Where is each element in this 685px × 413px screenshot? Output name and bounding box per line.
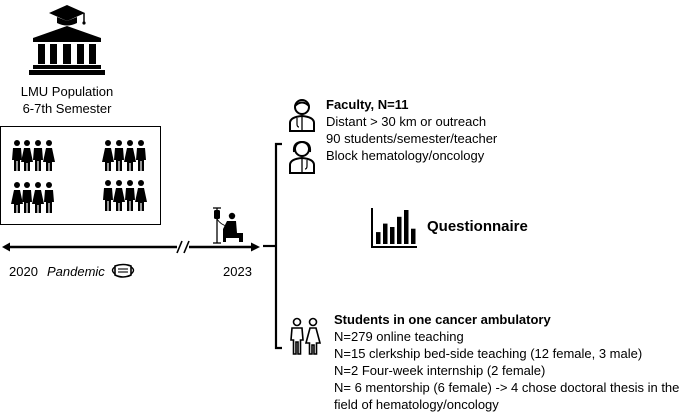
pandemic-label: Pandemic (47, 264, 105, 279)
bar-chart-icon-bar (390, 227, 395, 244)
faculty-heading: Faculty, N=11 (326, 97, 409, 112)
students-line: N=2 Four-week internship (2 female) (334, 363, 546, 378)
faculty-line: Block hematology/oncology (326, 148, 485, 163)
face-mask-icon (110, 262, 136, 280)
people-group-icon (0, 126, 161, 225)
faculty-line: Distant > 30 km or outreach (326, 114, 487, 129)
bar-chart-icon-bar (404, 210, 409, 244)
students-line: N=15 clerkship bed-side teaching (12 female, 3 male) (334, 346, 643, 361)
bar-chart-icon-bar (411, 229, 416, 244)
population-semester: 6-7th Semester (22, 101, 112, 116)
students-line: field of hematology/oncology (334, 397, 499, 412)
students-line: N= 6 mentorship (6 female) -> 4 chose doctoral thesis in the (334, 380, 680, 395)
bar-chart-icon-bar (397, 217, 402, 244)
students-heading: Students in one cancer ambulatory (334, 312, 551, 327)
questionnaire-label: Questionnaire (427, 218, 528, 235)
year-2020: 2020 (9, 264, 38, 279)
bar-chart-icon-bar (383, 224, 388, 244)
couple-icon (289, 318, 321, 356)
year-2023: 2023 (223, 264, 252, 279)
faculty-line: 90 students/semester/teacher (326, 131, 498, 146)
doctor-icon (288, 98, 316, 132)
bar-chart-icon (371, 206, 419, 248)
students-line: N=279 online teaching (334, 329, 464, 344)
doctor-icon-female (288, 140, 316, 174)
population-title: LMU Population (20, 84, 114, 99)
university-icon (27, 2, 107, 77)
infusion-chair-icon (212, 205, 246, 245)
bar-chart-icon-bar (376, 232, 381, 244)
